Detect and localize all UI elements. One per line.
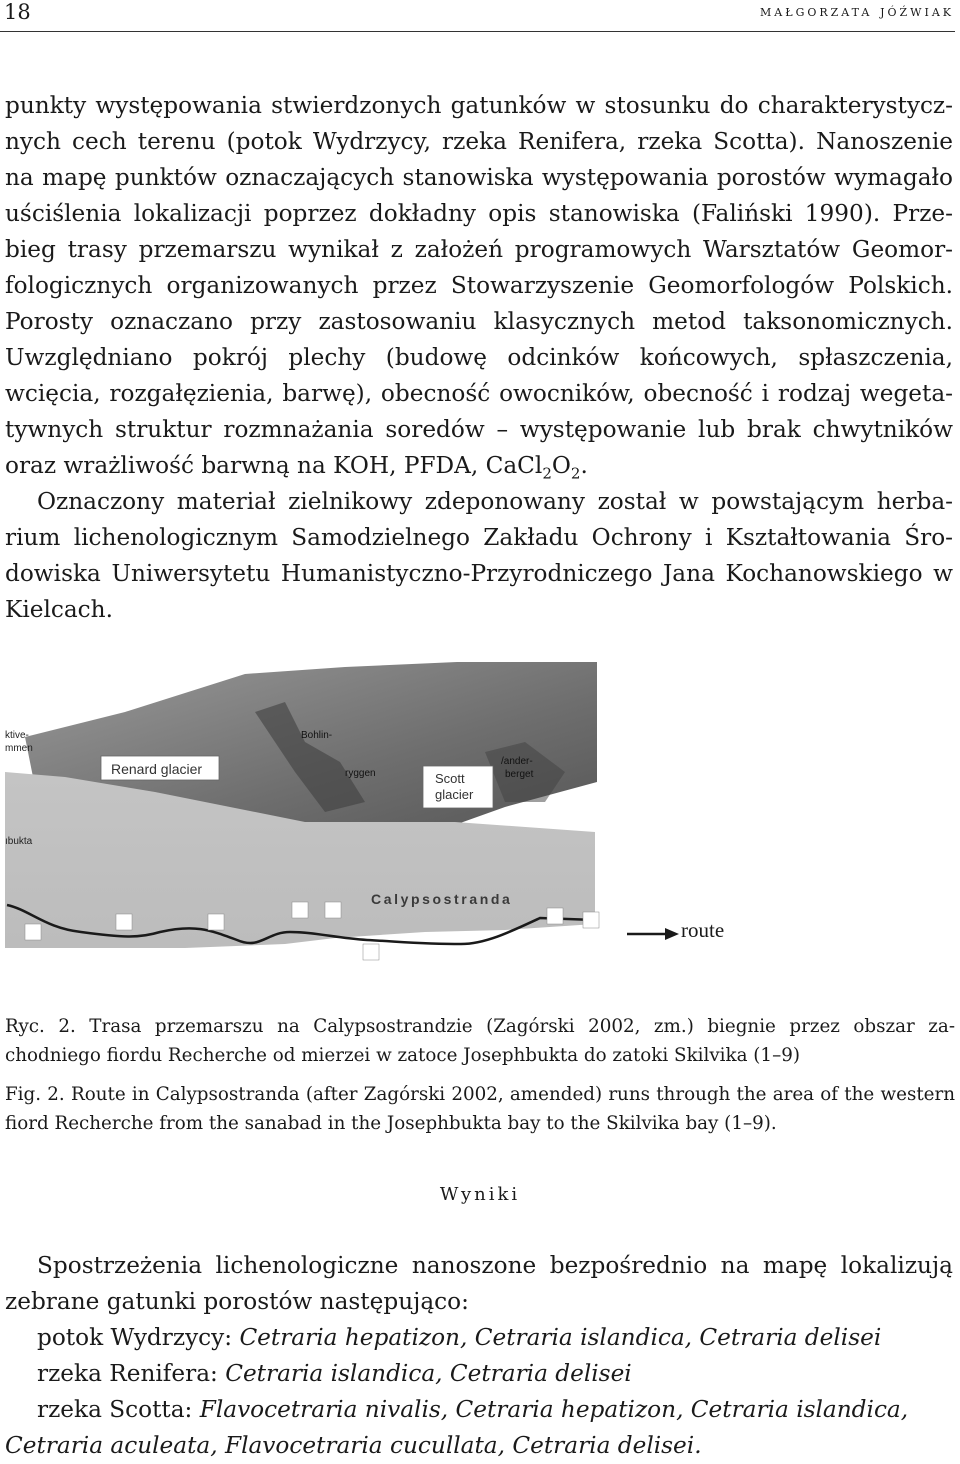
running-header [0, 0, 960, 32]
route-legend-label: route [681, 918, 725, 942]
route-marker [325, 902, 341, 918]
text-line: punkty występowania stwierdzonych gatunków w stosunku do charakterystycz- [5, 92, 953, 119]
river-entry-continuation [5, 1428, 953, 1464]
map-place-label: Bohlin- [301, 730, 333, 741]
caption-line: Fig. 2. Route in Calypsostranda (after Zagórski 2002, amended) runs through the area of the [5, 1084, 875, 1105]
body-text [5, 88, 953, 628]
route-marker [583, 912, 599, 928]
text-fragment: . [580, 452, 588, 479]
map-place-label: ryggen [345, 768, 376, 779]
text-line: mapę punktów oznaczających stanowiska występowania porostów wymagało [42, 164, 953, 191]
section-heading: Wyniki [439, 1184, 521, 1205]
river-name: rzeka Renifera: [37, 1360, 226, 1387]
text-line: zebrane gatunki porostów następująco: [5, 1288, 469, 1315]
page-number: 18 [4, 0, 31, 24]
scott-glacier-label: glacier [435, 787, 474, 802]
text-line: uściślenia lokalizacji poprzez dokładny opis stanowiska (Faliński 1990). Prze- [5, 200, 953, 227]
route-map [5, 662, 605, 962]
route-map-figure [5, 662, 765, 992]
header-rule [0, 31, 955, 32]
text-line: bieg trasy przemarszu wynikał z założeń programowych Warsztatów Geomor- [5, 236, 953, 263]
subscript: 2 [570, 464, 581, 483]
route-marker [363, 944, 379, 960]
figure-caption-english [5, 1080, 955, 1138]
text-line: nych cech terenu (potok Wydrzycy, rzeka Renifera, rzeka Scotta). Nanoszenie na [5, 128, 953, 191]
text-line: tywnych struktur rozmnażania soredów – występowanie lub brak chwytników [5, 416, 953, 443]
scott-glacier-label: Scott [435, 771, 465, 786]
route-legend-arrow-icon [627, 927, 679, 941]
text-line: Spostrzeżenia lichenologiczne nanoszone bezpośrednio na mapę lokalizują [37, 1252, 953, 1279]
river-entry [5, 1392, 953, 1428]
river-entry [5, 1320, 953, 1356]
text-line: Oznaczony materiał zielnikowy zdeponowany został w powstającym herba- [37, 488, 953, 515]
route-marker [208, 914, 224, 930]
route-marker [547, 908, 563, 924]
river-entry [5, 1356, 953, 1392]
results-intro [5, 1248, 953, 1320]
caption-line: western fiord Recherche from the sanabad in the Josephbukta bay to the Skilvika bay (1–9). [5, 1084, 956, 1134]
text-line: dowiska Uniwersytetu Humanistyczno-Przyrodniczego Jana Kochanowskiego [5, 560, 923, 587]
text-fragment: O [551, 452, 571, 479]
route-marker [292, 902, 308, 918]
text-line: wcięcia, rozgałęzienia, barwę), obecność owocników, obecność i rodzaj wegeta- [5, 380, 953, 407]
route-marker [25, 924, 41, 940]
text-line: w Kielcach. [5, 560, 954, 623]
caption-line: chodniego fiordu Recherche od mierzei w zatoce Josephbukta do zatoki Skilvika (1–9) [5, 1045, 800, 1066]
herbarium-paragraph [5, 484, 953, 628]
map-place-label: ktive- [5, 730, 29, 741]
subscript: 2 [542, 464, 552, 483]
caption-line: Ryc. 2. Trasa przemarszu na Calypsostrandzie (Zagórski 2002, zm.) biegnie przez obszar za- [5, 1016, 955, 1037]
methods-paragraph [5, 88, 953, 484]
map-place-label: /ander- [501, 756, 533, 767]
species-list: Cetraria hepatizon, Cetraria islandica, Cetraria delisei [239, 1324, 882, 1351]
results-text [5, 1248, 953, 1464]
river-name: potok Wydrzycy: [37, 1324, 240, 1351]
calypsostranda-label: Calypsostranda [371, 891, 513, 907]
map-place-label: berget [505, 769, 534, 780]
map-place-label: ıbukta [5, 836, 33, 847]
species-list: Cetraria islandica, Cetraria delisei [225, 1360, 632, 1387]
species-list: Flavocetraria nivalis, Cetraria hepatizon, Cetraria islandica, [199, 1396, 909, 1423]
renard-glacier-label: Renard glacier [111, 761, 203, 777]
route-marker [116, 914, 132, 930]
map-place-label: mmen [5, 743, 33, 754]
text-line: Uwzględniano pokrój plechy (budowę odcinków końcowych, spłaszczenia, [5, 344, 953, 371]
text-line: oraz wrażliwość barwną na KOH, PFDA, CaCl [5, 452, 543, 479]
river-name: rzeka Scotta: [37, 1396, 200, 1423]
running-author: małgorzata jóźwiak [760, 2, 954, 20]
species-list: Cetraria aculeata, Flavocetraria cucullata, Cetraria delisei. [5, 1432, 702, 1459]
text-line: fologicznych organizowanych przez Stowarzyszenie Geomorfologów Polskich. [5, 272, 953, 299]
figure-caption-polish [5, 1012, 955, 1070]
text-line: rium lichenologicznym Samodzielnego Zakładu Ochrony i Kształtowania Śro- [5, 524, 953, 551]
text-line: Porosty oznaczano przy zastosowaniu klasycznych metod taksonomicznych. [5, 308, 953, 335]
